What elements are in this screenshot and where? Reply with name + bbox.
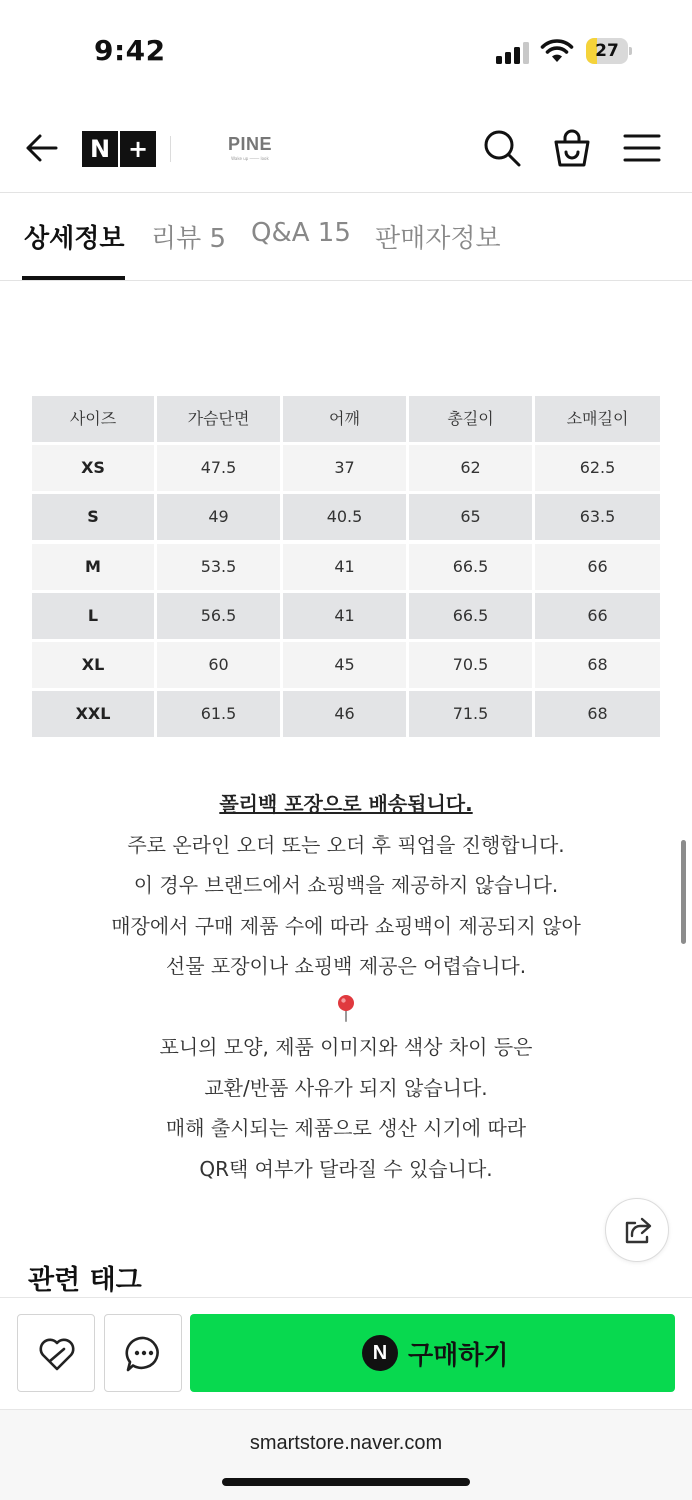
- size-measure-cell: 66.5: [409, 593, 532, 639]
- battery-percent: 27: [595, 41, 619, 61]
- size-label-cell: S: [32, 494, 154, 540]
- share-button[interactable]: [605, 1198, 669, 1262]
- size-measure-cell: 40.5: [283, 494, 406, 540]
- menu-icon[interactable]: [622, 128, 662, 168]
- related-tags-title: 관련 태그: [28, 1265, 142, 1296]
- active-tab-indicator: [22, 276, 125, 280]
- size-measure-cell: 37: [283, 445, 406, 491]
- size-measure-cell: 66: [535, 544, 660, 590]
- size-measure-cell: 68: [535, 642, 660, 688]
- talktalk-button[interactable]: [104, 1314, 182, 1392]
- naver-plus-logo[interactable]: [82, 131, 156, 167]
- wifi-icon: [540, 38, 574, 64]
- store-logo[interactable]: [222, 134, 278, 164]
- notice-line: 이 경우 브랜드에서 쇼핑백을 제공하지 않습니다.: [133, 873, 559, 897]
- chat-bubble-icon: [124, 1334, 164, 1374]
- size-table-header-cell: 소매길이: [535, 396, 660, 442]
- size-table-header-cell: 총길이: [409, 396, 532, 442]
- tab-reviews[interactable]: 리뷰 5: [151, 224, 227, 254]
- size-measure-cell: 56.5: [157, 593, 280, 639]
- size-measure-cell: 60: [157, 642, 280, 688]
- size-measure-cell: 45: [283, 642, 406, 688]
- size-label-cell: XXL: [32, 691, 154, 737]
- size-table-header-cell: 가슴단면: [157, 396, 280, 442]
- size-table-row: [32, 445, 660, 491]
- size-label-cell: M: [32, 544, 154, 590]
- tab-qna[interactable]: Q&A 15: [251, 218, 351, 248]
- notice-line: 교환/반품 사유가 되지 않습니다.: [204, 1075, 488, 1100]
- packaging-notice: [0, 784, 692, 1189]
- status-bar: [0, 0, 692, 100]
- notice-line: 매해 출시되는 제품으로 생산 시기에 따라: [165, 1116, 527, 1140]
- size-table-header-cell: 사이즈: [32, 396, 154, 442]
- size-measure-cell: 63.5: [535, 494, 660, 540]
- logo-letter-plus: +: [120, 131, 156, 167]
- like-button[interactable]: [17, 1314, 95, 1392]
- size-table-row: [32, 691, 660, 737]
- size-measure-cell: 66: [535, 593, 660, 639]
- tab-seller-info[interactable]: 판매자정보: [375, 224, 501, 254]
- pushpin-icon: [334, 994, 358, 1022]
- buy-button-label: 구매하기: [408, 1340, 509, 1371]
- size-measure-cell: 61.5: [157, 691, 280, 737]
- notice-line: 매장에서 구매 제품 수에 따라 쇼핑백이 제공되지 않아: [111, 913, 581, 938]
- search-icon[interactable]: [482, 128, 522, 168]
- size-measure-cell: 68: [535, 691, 660, 737]
- size-measure-cell: 47.5: [157, 445, 280, 491]
- home-indicator[interactable]: [222, 1478, 470, 1486]
- size-table-row: [32, 593, 660, 639]
- notice-line: 선물 포장이나 쇼핑백 제공은 어렵습니다.: [165, 954, 527, 978]
- notice-headline: 폴리백 포장으로 배송됩니다.: [219, 792, 473, 816]
- battery-indicator: [586, 38, 632, 64]
- shopping-bag-icon[interactable]: [552, 128, 592, 168]
- size-measure-cell: 46: [283, 691, 406, 737]
- scrollbar[interactable]: [681, 840, 686, 944]
- size-measure-cell: 70.5: [409, 642, 532, 688]
- arrow-left-icon[interactable]: [24, 130, 60, 166]
- header-divider: [170, 136, 171, 162]
- tab-detail[interactable]: 상세정보: [24, 224, 125, 254]
- store-tagline: Wake up ──── look: [231, 156, 269, 161]
- buy-button[interactable]: [190, 1314, 675, 1392]
- cellular-signal-icon: [496, 42, 532, 64]
- size-measure-cell: 41: [283, 593, 406, 639]
- size-measure-cell: 65: [409, 494, 532, 540]
- size-measure-cell: 49: [157, 494, 280, 540]
- size-measure-cell: 41: [283, 544, 406, 590]
- size-table-header: [32, 396, 660, 442]
- url-text: smartstore.naver.com: [249, 1432, 443, 1454]
- size-table-row: [32, 494, 660, 540]
- pushpin-row: [0, 987, 692, 1028]
- notice-line: 포니의 모양, 제품 이미지와 색상 차이 등은: [159, 1035, 533, 1059]
- notice-line: QR택 여부가 달라질 수 있습니다.: [199, 1156, 493, 1181]
- purchase-bar: [0, 1297, 692, 1409]
- heart-icon: [37, 1334, 77, 1374]
- size-table-row: [32, 642, 660, 688]
- detail-tabs: [0, 194, 692, 281]
- share-icon: [622, 1215, 654, 1247]
- size-measure-cell: 62: [409, 445, 532, 491]
- naver-pay-badge: N: [362, 1335, 398, 1371]
- store-name: PINE: [227, 134, 272, 154]
- size-measure-cell: 71.5: [409, 691, 532, 737]
- size-label-cell: L: [32, 593, 154, 639]
- size-table-row: [32, 544, 660, 590]
- size-measure-cell: 53.5: [157, 544, 280, 590]
- size-measure-cell: 66.5: [409, 544, 532, 590]
- browser-address-bar[interactable]: [0, 1409, 692, 1500]
- notice-line: 주로 온라인 오더 또는 오더 후 픽업을 진행합니다.: [127, 832, 565, 857]
- store-header: [0, 100, 692, 193]
- size-measure-cell: 62.5: [535, 445, 660, 491]
- size-table-header-cell: 어깨: [283, 396, 406, 442]
- size-label-cell: XL: [32, 642, 154, 688]
- logo-letter-n: N: [82, 131, 118, 167]
- size-label-cell: XS: [32, 445, 154, 491]
- status-time: 9:42: [94, 34, 166, 67]
